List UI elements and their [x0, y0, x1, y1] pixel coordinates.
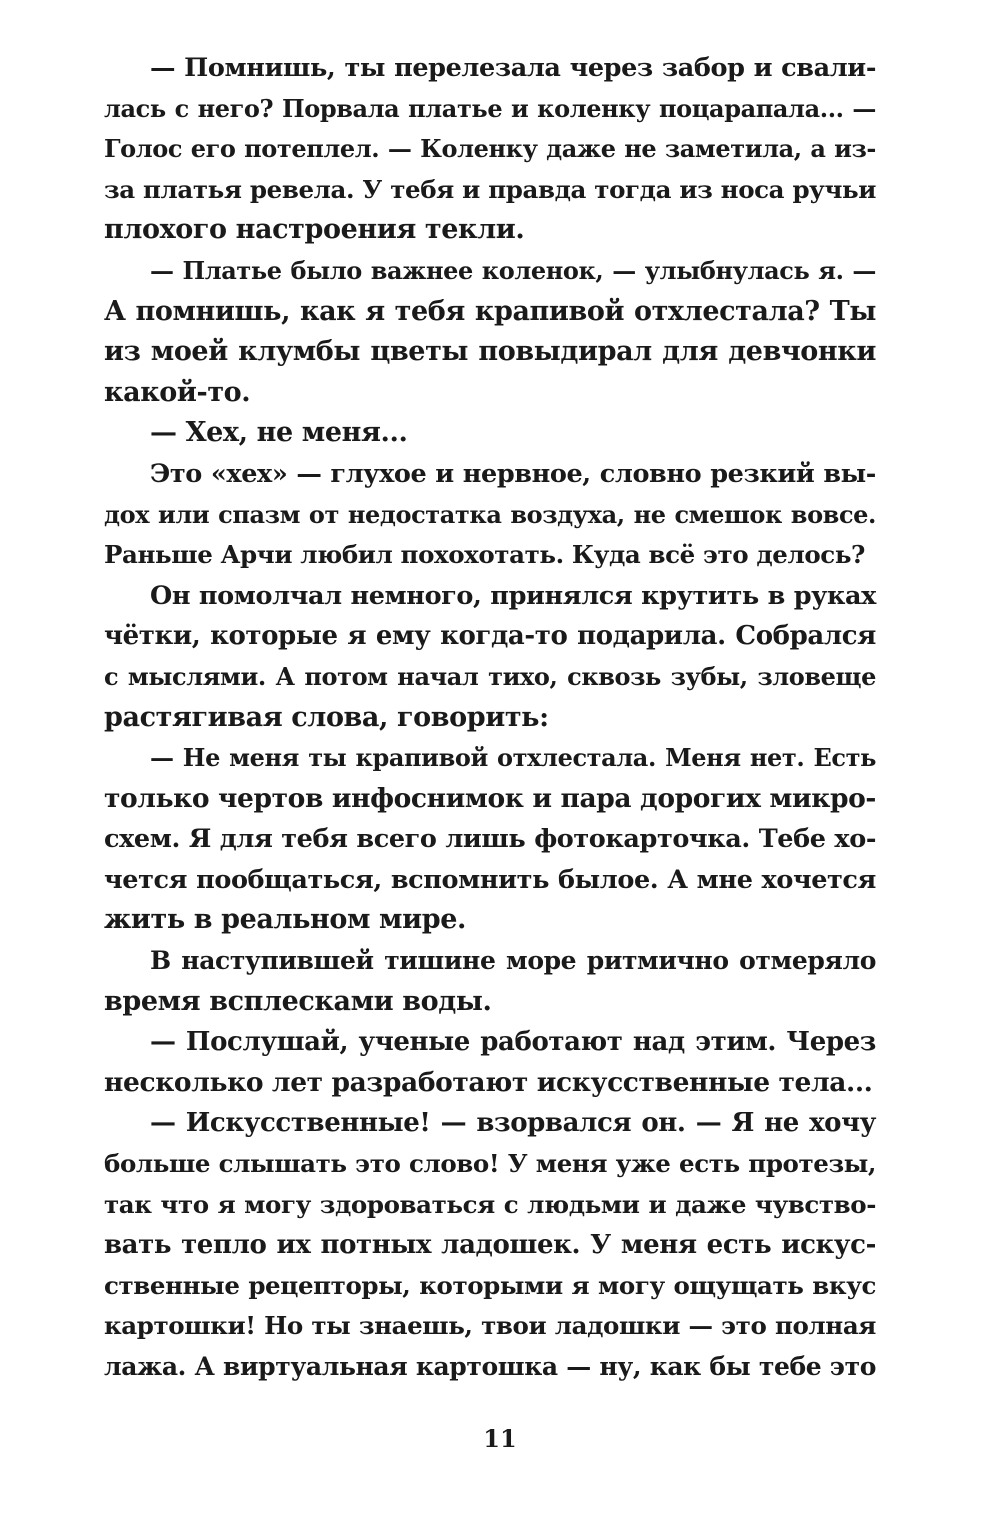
text-line: — Помнишь, ты перелезала через забор и свали-: [150, 53, 876, 83]
text-line: Раньше Арчи любил похохотать. Куда всё это делось?: [104, 540, 865, 570]
text-line: Это «хех» — глухое и нервное, словно резкий вы-: [150, 458, 876, 489]
text-line: — Искусственные! — взорвался он. — Я не хочу: [150, 1108, 876, 1139]
text-line: растягивая слова, говорить:: [104, 701, 549, 733]
text-line: лажа. А виртуальная картошка — ну, как бы тебе это: [104, 1352, 876, 1381]
text-line: — Платье было важнее коленок, — улыбнулась я. —: [150, 255, 876, 285]
text-line: так что я могу здороваться с людьми и даже чувство-: [104, 1189, 876, 1219]
text-line: картошки! Но ты знаешь, твои ладошки — это полная: [104, 1311, 876, 1341]
text-line: — Не меня ты крапивой отхлестала. Меня нет. Есть: [150, 743, 876, 773]
text-line: чётки, которые я ему когда-то подарила. Собрался: [104, 621, 876, 652]
text-line: ственные рецепторы, которыми я могу ощущать вкус: [104, 1270, 876, 1300]
text-line: плохого настроения текли.: [104, 214, 525, 246]
text-line: какой-то.: [104, 376, 251, 408]
text-line: дох или спазм от недостатка воздуха, не смешок вовсе.: [104, 499, 876, 529]
text-line: Голос его потеплел. — Коленку даже не заметила, а из-: [104, 134, 876, 164]
text-line: — Хех, не меня...: [150, 417, 408, 449]
body-text: [104, 48, 876, 1388]
text-line: жить в реальном мире.: [104, 904, 466, 936]
text-line: за платья ревела. У тебя и правда тогда из носа ручьи: [104, 174, 876, 204]
text-line: несколько лет разработают искусственные тела...: [104, 1066, 873, 1098]
text-line: лась с него? Порвала платье и коленку поцарапала... —: [104, 93, 876, 123]
text-line: схем. Я для тебя всего лишь фотокарточка. Тебе хо-: [104, 824, 876, 855]
page-number: 11: [483, 1424, 517, 1453]
text-line: чется пообщаться, вспомнить былое. А мне хочется: [104, 864, 876, 895]
text-line: время всплесками воды.: [104, 985, 492, 1017]
text-line: — Послушай, ученые работают над этим. Через: [150, 1027, 876, 1058]
text-line: из моей клумбы цветы повыдирал для девчонки: [104, 336, 876, 368]
text-line: с мыслями. А потом начал тихо, сквозь зубы, зловеще: [104, 661, 876, 691]
text-line: больше слышать это слово! У меня уже есть протезы,: [104, 1149, 876, 1179]
text-line: В наступившей тишине море ритмично отмеряло: [150, 946, 876, 976]
text-line: Он помолчал немного, принялся крутить в руках: [150, 580, 876, 611]
text-line: А помнишь, как я тебя крапивой отхлестала? Ты: [104, 295, 876, 327]
text-line: только чертов инфоснимок и пара дорогих микро-: [104, 782, 876, 814]
text-line: вать тепло их потных ладошек. У меня есть искус-: [104, 1230, 876, 1261]
